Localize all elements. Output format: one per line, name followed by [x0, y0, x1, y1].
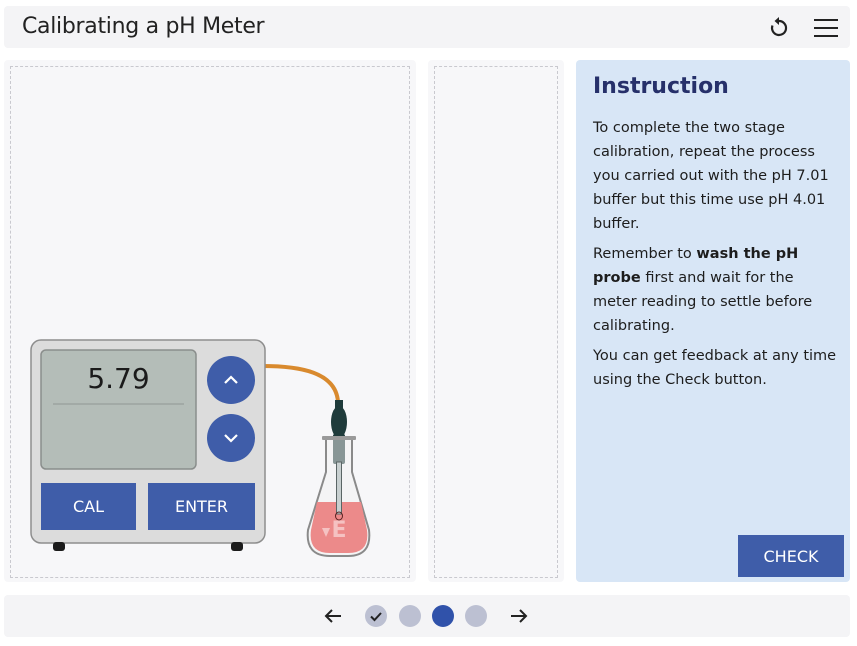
menu-icon[interactable]: [813, 15, 839, 41]
instruction-paragraph-2: [593, 242, 838, 338]
enter-button[interactable]: ENTER: [148, 483, 255, 530]
meter-foot-left: [53, 542, 65, 551]
step-dot-3[interactable]: [432, 605, 454, 627]
instruction-emphasis: wash the pH probe: [593, 246, 799, 286]
footer-nav: [4, 595, 850, 637]
probe-stem: [337, 462, 342, 514]
down-button[interactable]: [207, 414, 255, 462]
up-button[interactable]: [207, 356, 255, 404]
instruction-paragraph-1: To complete the two stage calibration, repeat the process you carried out with the pH 7.01 buffer but this time use pH 4.01 buffer.: [593, 120, 829, 232]
arrow-left-icon[interactable]: [322, 605, 344, 627]
meter-foot-right: [231, 542, 243, 551]
chevron-up-icon: [221, 370, 241, 390]
instruction-text: Remember to: [593, 246, 697, 262]
instruction-body: [593, 116, 838, 398]
check-icon: [365, 605, 387, 627]
ph-reading: 5.79: [87, 362, 150, 395]
cal-button[interactable]: CAL: [41, 483, 136, 530]
instruction-panel: [576, 60, 850, 582]
chevron-down-icon: [221, 428, 241, 448]
check-button[interactable]: CHECK: [738, 535, 844, 577]
probe-cable: [262, 366, 338, 402]
reset-icon[interactable]: [766, 15, 792, 41]
drop-zone-equipment: [434, 66, 558, 578]
step-dot-4[interactable]: [465, 605, 487, 627]
arrow-right-icon[interactable]: [508, 605, 530, 627]
page-title: Calibrating a pH Meter: [22, 14, 265, 39]
step-dot-2[interactable]: [399, 605, 421, 627]
step-dot-1[interactable]: [365, 605, 387, 627]
instruction-title: Instruction: [593, 74, 729, 99]
instruction-text: first and wait for the meter reading to settle before calibrating.: [593, 270, 813, 334]
instruction-paragraph-3: You can get feedback at any time using the Check button.: [593, 348, 837, 388]
svg-text:E: E: [331, 518, 347, 543]
probe-handle: [331, 406, 347, 438]
equipment-panel: [428, 60, 564, 582]
